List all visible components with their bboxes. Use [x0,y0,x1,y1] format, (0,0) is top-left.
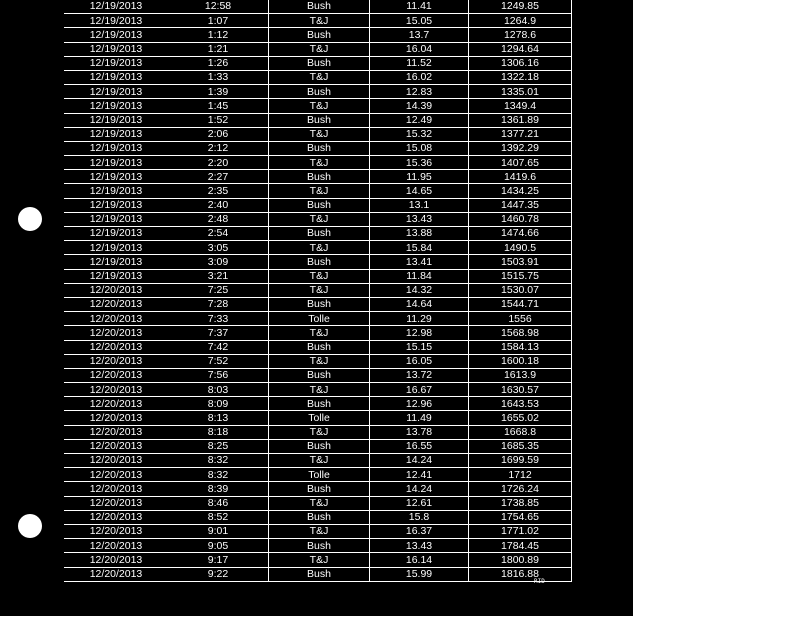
date-cell: 12/20/2013 [64,383,168,397]
value-cell: 11.41 [370,0,469,14]
name-cell: Bush [269,510,370,524]
time-cell: 8:18 [168,425,269,439]
name-cell: Bush [269,0,370,14]
time-cell: 8:32 [168,468,269,482]
value-cell: 14.24 [370,454,469,468]
time-cell: 1:52 [168,113,269,127]
time-cell: 2:35 [168,184,269,198]
total-cell: 1294.64 [469,42,572,56]
table-row [64,383,572,397]
date-cell: 12/20/2013 [64,354,168,368]
value-cell: 13.43 [370,539,469,553]
name-cell: Bush [269,297,370,311]
table-row [64,425,572,439]
name-cell: Tolle [269,468,370,482]
total-cell: 1460.78 [469,212,572,226]
date-cell: 12/19/2013 [64,28,168,42]
punch-hole-bottom [18,514,42,538]
total-cell: 1349.4 [469,99,572,113]
table-row [64,468,572,482]
name-cell: T&J [269,70,370,84]
time-cell: 1:21 [168,42,269,56]
total-cell: 1556 [469,312,572,326]
value-cell: 16.04 [370,42,469,56]
value-cell: 12.41 [370,468,469,482]
date-cell: 12/20/2013 [64,567,168,581]
total-cell: 1361.89 [469,113,572,127]
table-row [64,539,572,553]
date-cell: 12/19/2013 [64,241,168,255]
name-cell: Tolle [269,411,370,425]
time-cell: 3:09 [168,255,269,269]
time-cell: 9:01 [168,524,269,538]
table-row [64,269,572,283]
value-cell: 13.43 [370,212,469,226]
date-cell: 12/20/2013 [64,539,168,553]
name-cell: T&J [269,42,370,56]
value-cell: 11.84 [370,269,469,283]
total-cell: 1726.24 [469,482,572,496]
date-cell: 12/20/2013 [64,368,168,382]
value-cell: 14.65 [370,184,469,198]
table-row [64,496,572,510]
table-row [64,42,572,56]
value-cell: 14.64 [370,297,469,311]
table-row [64,113,572,127]
time-cell: 2:06 [168,127,269,141]
date-cell: 12/20/2013 [64,496,168,510]
table-row [64,567,572,581]
total-cell: 1264.9 [469,14,572,28]
time-cell: 8:03 [168,383,269,397]
date-cell: 12/19/2013 [64,0,168,14]
time-cell: 9:22 [168,567,269,581]
name-cell: T&J [269,127,370,141]
table-row [64,482,572,496]
name-cell: Bush [269,227,370,241]
total-cell: 1738.85 [469,496,572,510]
name-cell: Bush [269,56,370,70]
total-cell: 1544.71 [469,297,572,311]
table-row [64,297,572,311]
name-cell: T&J [269,383,370,397]
time-cell: 7:33 [168,312,269,326]
table-row [64,553,572,567]
value-cell: 15.84 [370,241,469,255]
date-cell: 12/19/2013 [64,156,168,170]
table-row [64,127,572,141]
name-cell: Bush [269,141,370,155]
table-row [64,255,572,269]
total-cell: 1685.35 [469,439,572,453]
value-cell: 13.1 [370,198,469,212]
table-row [64,14,572,28]
total-cell: 1407.65 [469,156,572,170]
date-cell: 12/19/2013 [64,227,168,241]
time-cell: 8:39 [168,482,269,496]
date-cell: 12/19/2013 [64,14,168,28]
table-row [64,85,572,99]
date-cell: 12/20/2013 [64,397,168,411]
time-cell: 2:48 [168,212,269,226]
time-cell: 3:05 [168,241,269,255]
date-cell: 12/20/2013 [64,297,168,311]
table-row [64,212,572,226]
date-cell: 12/19/2013 [64,141,168,155]
time-cell: 7:52 [168,354,269,368]
value-cell: 16.37 [370,524,469,538]
time-cell: 1:26 [168,56,269,70]
log-table-body [64,0,572,581]
scan-mark: RID [534,578,545,585]
date-cell: 12/19/2013 [64,198,168,212]
total-cell: 1249.85 [469,0,572,14]
value-cell: 16.05 [370,354,469,368]
name-cell: Bush [269,482,370,496]
time-cell: 2:54 [168,227,269,241]
value-cell: 13.7 [370,28,469,42]
time-cell: 8:52 [168,510,269,524]
date-cell: 12/20/2013 [64,425,168,439]
total-cell: 1306.16 [469,56,572,70]
name-cell: T&J [269,524,370,538]
time-cell: 8:32 [168,454,269,468]
value-cell: 14.32 [370,283,469,297]
table-row [64,368,572,382]
value-cell: 14.39 [370,99,469,113]
punch-hole-top [18,207,42,231]
date-cell: 12/20/2013 [64,482,168,496]
table-row [64,99,572,113]
time-cell: 1:12 [168,28,269,42]
total-cell: 1712 [469,468,572,482]
time-cell: 1:33 [168,70,269,84]
total-cell: 1771.02 [469,524,572,538]
name-cell: T&J [269,553,370,567]
table-row [64,141,572,155]
date-cell: 12/20/2013 [64,312,168,326]
total-cell: 1503.91 [469,255,572,269]
name-cell: T&J [269,454,370,468]
total-cell: 1474.66 [469,227,572,241]
total-cell: 1613.9 [469,368,572,382]
total-cell: 1530.07 [469,283,572,297]
time-cell: 7:25 [168,283,269,297]
date-cell: 12/19/2013 [64,99,168,113]
time-cell: 3:21 [168,269,269,283]
time-cell: 2:27 [168,170,269,184]
name-cell: T&J [269,241,370,255]
name-cell: T&J [269,14,370,28]
time-cell: 2:12 [168,141,269,155]
value-cell: 12.49 [370,113,469,127]
time-cell: 2:20 [168,156,269,170]
name-cell: T&J [269,326,370,340]
value-cell: 12.98 [370,326,469,340]
value-cell: 15.15 [370,340,469,354]
value-cell: 11.29 [370,312,469,326]
name-cell: T&J [269,283,370,297]
value-cell: 16.67 [370,383,469,397]
log-table [64,0,572,582]
total-cell: 1600.18 [469,354,572,368]
total-cell: 1322.18 [469,70,572,84]
date-cell: 12/19/2013 [64,42,168,56]
time-cell: 12:58 [168,0,269,14]
table-row [64,241,572,255]
name-cell: T&J [269,269,370,283]
total-cell: 1434.25 [469,184,572,198]
value-cell: 11.49 [370,411,469,425]
date-cell: 12/20/2013 [64,411,168,425]
table-row [64,326,572,340]
table-row [64,411,572,425]
value-cell: 16.14 [370,553,469,567]
table-row [64,198,572,212]
total-cell: 1447.35 [469,198,572,212]
name-cell: Bush [269,255,370,269]
time-cell: 9:05 [168,539,269,553]
time-cell: 1:07 [168,14,269,28]
date-cell: 12/20/2013 [64,439,168,453]
name-cell: Tolle [269,312,370,326]
value-cell: 12.83 [370,85,469,99]
total-cell: 1377.21 [469,127,572,141]
date-cell: 12/19/2013 [64,113,168,127]
time-cell: 7:28 [168,297,269,311]
date-cell: 12/19/2013 [64,127,168,141]
name-cell: Bush [269,439,370,453]
value-cell: 15.99 [370,567,469,581]
time-cell: 8:25 [168,439,269,453]
total-cell: 1816.88 [469,567,572,581]
table-row [64,354,572,368]
date-cell: 12/20/2013 [64,510,168,524]
date-cell: 12/19/2013 [64,269,168,283]
total-cell: 1643.53 [469,397,572,411]
time-cell: 8:09 [168,397,269,411]
table-row [64,340,572,354]
name-cell: T&J [269,156,370,170]
total-cell: 1655.02 [469,411,572,425]
table-row [64,28,572,42]
table-row [64,184,572,198]
table-row [64,312,572,326]
value-cell: 15.08 [370,141,469,155]
table-row [64,156,572,170]
total-cell: 1419.6 [469,170,572,184]
total-cell: 1568.98 [469,326,572,340]
time-cell: 8:13 [168,411,269,425]
time-cell: 7:37 [168,326,269,340]
date-cell: 12/20/2013 [64,524,168,538]
time-cell: 1:39 [168,85,269,99]
value-cell: 15.32 [370,127,469,141]
table-row [64,510,572,524]
name-cell: T&J [269,184,370,198]
value-cell: 15.05 [370,14,469,28]
value-cell: 13.88 [370,227,469,241]
table-row [64,397,572,411]
date-cell: 12/19/2013 [64,184,168,198]
value-cell: 15.8 [370,510,469,524]
total-cell: 1699.59 [469,454,572,468]
date-cell: 12/20/2013 [64,340,168,354]
table-row [64,524,572,538]
value-cell: 13.72 [370,368,469,382]
name-cell: T&J [269,212,370,226]
name-cell: Bush [269,28,370,42]
name-cell: T&J [269,425,370,439]
name-cell: Bush [269,85,370,99]
date-cell: 12/19/2013 [64,170,168,184]
time-cell: 9:17 [168,553,269,567]
total-cell: 1630.57 [469,383,572,397]
value-cell: 16.02 [370,70,469,84]
value-cell: 13.78 [370,425,469,439]
value-cell: 12.61 [370,496,469,510]
name-cell: T&J [269,496,370,510]
value-cell: 11.95 [370,170,469,184]
value-cell: 12.96 [370,397,469,411]
name-cell: Bush [269,340,370,354]
name-cell: Bush [269,198,370,212]
date-cell: 12/19/2013 [64,56,168,70]
total-cell: 1490.5 [469,241,572,255]
total-cell: 1335.01 [469,85,572,99]
table-row [64,170,572,184]
date-cell: 12/19/2013 [64,255,168,269]
total-cell: 1515.75 [469,269,572,283]
date-cell: 12/19/2013 [64,70,168,84]
name-cell: Bush [269,368,370,382]
date-cell: 12/20/2013 [64,553,168,567]
date-cell: 12/19/2013 [64,212,168,226]
name-cell: Bush [269,113,370,127]
name-cell: Bush [269,170,370,184]
total-cell: 1754.65 [469,510,572,524]
value-cell: 14.24 [370,482,469,496]
name-cell: T&J [269,354,370,368]
date-cell: 12/20/2013 [64,326,168,340]
time-cell: 2:40 [168,198,269,212]
total-cell: 1668.8 [469,425,572,439]
value-cell: 15.36 [370,156,469,170]
date-cell: 12/20/2013 [64,454,168,468]
time-cell: 8:46 [168,496,269,510]
total-cell: 1392.29 [469,141,572,155]
name-cell: Bush [269,567,370,581]
table-row [64,70,572,84]
date-cell: 12/19/2013 [64,85,168,99]
table-row [64,454,572,468]
time-cell: 7:56 [168,368,269,382]
name-cell: Bush [269,539,370,553]
table-row [64,56,572,70]
total-cell: 1584.13 [469,340,572,354]
time-cell: 1:45 [168,99,269,113]
value-cell: 13.41 [370,255,469,269]
date-cell: 12/20/2013 [64,283,168,297]
total-cell: 1784.45 [469,539,572,553]
value-cell: 11.52 [370,56,469,70]
table-row [64,0,572,14]
table-row [64,439,572,453]
value-cell: 16.55 [370,439,469,453]
date-cell: 12/20/2013 [64,468,168,482]
total-cell: 1278.6 [469,28,572,42]
name-cell: Bush [269,397,370,411]
total-cell: 1800.89 [469,553,572,567]
name-cell: T&J [269,99,370,113]
table-row [64,227,572,241]
table-row [64,283,572,297]
time-cell: 7:42 [168,340,269,354]
